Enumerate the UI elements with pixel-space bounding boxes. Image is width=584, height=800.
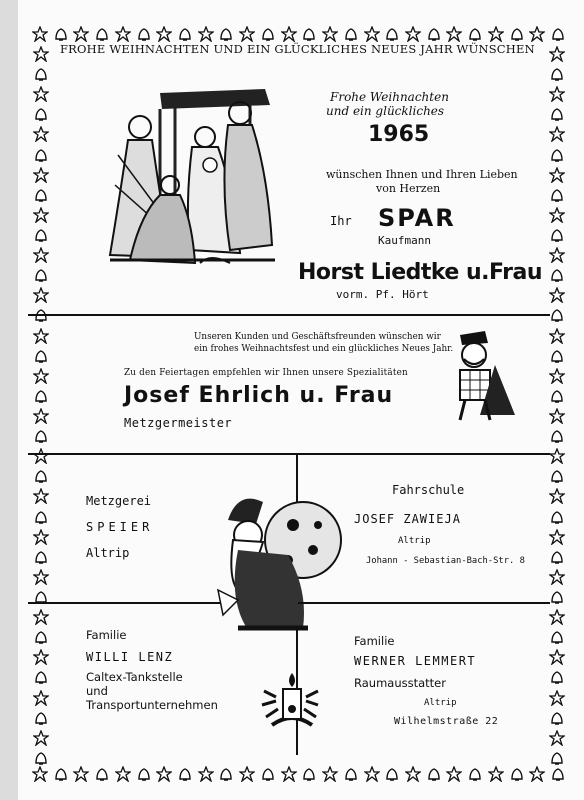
bell-icon <box>33 710 49 726</box>
bell-icon <box>301 766 317 782</box>
bell-icon <box>549 106 565 122</box>
spar-line-2: und ein glückliches <box>326 104 445 118</box>
lenz-line-1: Familie <box>86 628 127 642</box>
spar-line-1: Frohe Weihnachten <box>330 90 449 104</box>
bell-icon <box>549 629 565 645</box>
ehrlich-line-3: Zu den Feiertagen empfehlen wir Ihnen unsere Spezialitäten <box>124 368 408 378</box>
star-icon <box>33 569 49 585</box>
bell-icon <box>136 766 152 782</box>
bell-icon <box>550 26 566 42</box>
bell-icon <box>549 549 565 565</box>
lemmert-line-3: Raumausstatter <box>354 676 446 690</box>
candle-wreath-icon <box>258 665 326 735</box>
bell-icon <box>550 766 566 782</box>
bell-icon <box>33 66 49 82</box>
bell-icon <box>218 766 234 782</box>
bell-icon <box>33 267 49 283</box>
star-icon <box>33 328 49 344</box>
zawieja-line-2: JOSEF ZAWIEJA <box>354 512 461 526</box>
star-icon <box>549 328 565 344</box>
bell-icon <box>218 26 234 42</box>
lemmert-line-1: Familie <box>354 634 395 648</box>
bell-icon <box>177 26 193 42</box>
lemmert-line-4: Altrip <box>424 698 457 708</box>
star-icon <box>549 649 565 665</box>
bell-icon <box>549 750 565 766</box>
star-icon <box>33 488 49 504</box>
bell-icon <box>384 766 400 782</box>
bell-icon <box>33 187 49 203</box>
star-icon <box>549 448 565 464</box>
bell-icon <box>549 66 565 82</box>
bell-icon <box>33 629 49 645</box>
bell-icon <box>53 26 69 42</box>
star-icon <box>549 207 565 223</box>
bell-icon <box>509 26 525 42</box>
bell-icon <box>33 750 49 766</box>
speier-line-2: SPEIER <box>86 520 154 534</box>
star-icon <box>488 766 504 782</box>
star-icon <box>32 766 48 782</box>
bell-icon <box>33 669 49 685</box>
bell-icon <box>549 147 565 163</box>
bell-icon <box>301 26 317 42</box>
star-icon <box>115 766 131 782</box>
star-icon <box>405 26 421 42</box>
star-icon <box>198 26 214 42</box>
lenz-line-3: Caltex-Tankstelle <box>86 670 183 684</box>
divider-2 <box>28 453 550 455</box>
star-icon <box>33 408 49 424</box>
bell-icon <box>136 26 152 42</box>
star-icon <box>529 766 545 782</box>
star-icon <box>115 26 131 42</box>
star-icon <box>239 766 255 782</box>
star-icon <box>33 649 49 665</box>
zawieja-line-3: Altrip <box>398 536 431 546</box>
lenz-line-5: Transportunternehmen <box>86 698 218 712</box>
star-icon <box>33 690 49 706</box>
bell-icon <box>426 766 442 782</box>
star-icon <box>549 86 565 102</box>
divider-3-right <box>298 602 550 604</box>
star-icon <box>549 609 565 625</box>
speier-line-3: Altrip <box>86 546 130 560</box>
bell-icon <box>467 766 483 782</box>
star-icon <box>33 126 49 142</box>
bell-icon <box>33 106 49 122</box>
bell-icon <box>549 227 565 243</box>
star-icon <box>33 529 49 545</box>
star-icon <box>33 207 49 223</box>
star-icon <box>549 569 565 585</box>
bell-icon <box>384 26 400 42</box>
bell-icon <box>343 766 359 782</box>
bell-icon <box>343 26 359 42</box>
star-icon <box>32 26 48 42</box>
bell-icon <box>177 766 193 782</box>
bell-icon <box>509 766 525 782</box>
star-icon <box>446 26 462 42</box>
header-greeting: FROHE WEIHNACHTEN UND EIN GLÜCKLICHES NEUES JAHR WÜNSCHEN <box>60 42 535 56</box>
bell-icon <box>94 766 110 782</box>
bell-icon <box>549 267 565 283</box>
star-icon <box>322 26 338 42</box>
zawieja-line-4: Johann - Sebastian-Bach-Str. 8 <box>366 556 525 566</box>
star-icon <box>405 766 421 782</box>
bell-icon <box>549 509 565 525</box>
bell-icon <box>426 26 442 42</box>
star-icon <box>239 26 255 42</box>
lemmert-line-2: WERNER LEMMERT <box>354 654 477 668</box>
star-icon <box>73 26 89 42</box>
star-icon <box>549 488 565 504</box>
zawieja-line-1: Fahrschule <box>392 483 465 497</box>
star-icon <box>281 26 297 42</box>
butcher-with-tree-icon <box>440 325 520 425</box>
bell-icon <box>549 187 565 203</box>
star-icon <box>33 167 49 183</box>
ehrlich-trade: Metzgermeister <box>124 416 233 430</box>
bell-icon <box>549 669 565 685</box>
star-icon <box>549 126 565 142</box>
border-bottom <box>32 766 566 784</box>
bell-icon <box>33 388 49 404</box>
ehrlich-name: Josef Ehrlich u. Frau <box>124 383 394 408</box>
star-icon <box>156 26 172 42</box>
star-icon <box>488 26 504 42</box>
bell-icon <box>33 348 49 364</box>
star-icon <box>33 287 49 303</box>
star-icon <box>446 766 462 782</box>
bell-icon <box>33 549 49 565</box>
bell-icon <box>94 26 110 42</box>
star-icon <box>33 448 49 464</box>
bell-icon <box>549 348 565 364</box>
border-left <box>32 46 50 766</box>
star-icon <box>322 766 338 782</box>
bell-icon <box>549 307 565 323</box>
lenz-line-2: WILLI LENZ <box>86 650 174 664</box>
star-icon <box>33 46 49 62</box>
spar-line-4: von Herzen <box>376 182 441 195</box>
bell-icon <box>467 26 483 42</box>
bell-icon <box>549 388 565 404</box>
star-icon <box>549 368 565 384</box>
star-icon <box>33 86 49 102</box>
star-icon <box>549 46 565 62</box>
bell-icon <box>549 468 565 484</box>
star-icon <box>364 766 380 782</box>
spar-brand: SPAR <box>378 204 456 232</box>
nativity-scene-icon <box>100 85 280 270</box>
star-icon <box>33 609 49 625</box>
ehrlich-line-2: ein frohes Weihnachtsfest und ein glückliches Neues Jahr. <box>194 344 454 354</box>
bell-icon <box>260 766 276 782</box>
bell-icon <box>549 428 565 444</box>
bell-icon <box>549 710 565 726</box>
bell-icon <box>33 428 49 444</box>
spar-ihr: Ihr <box>330 214 352 228</box>
spar-vorm: vorm. Pf. Hört <box>336 288 429 301</box>
star-icon <box>549 529 565 545</box>
star-icon <box>33 368 49 384</box>
star-icon <box>364 26 380 42</box>
spar-year: 1965 <box>368 122 430 147</box>
star-icon <box>549 730 565 746</box>
spar-kaufmann: Kaufmann <box>378 234 431 247</box>
bell-icon <box>33 147 49 163</box>
star-icon <box>529 26 545 42</box>
border-right <box>548 46 566 766</box>
star-icon <box>281 766 297 782</box>
santa-claus-icon <box>208 480 348 640</box>
spar-owner: Horst Liedtke u.Frau <box>298 260 543 285</box>
star-icon <box>549 690 565 706</box>
divider-1 <box>28 314 550 316</box>
bell-icon <box>53 766 69 782</box>
star-icon <box>156 766 172 782</box>
ehrlich-line-1: Unseren Kunden und Geschäftsfreunden wünschen wir <box>194 332 441 342</box>
star-icon <box>549 167 565 183</box>
star-icon <box>549 247 565 263</box>
bell-icon <box>33 509 49 525</box>
divider-3-left <box>28 602 220 604</box>
lemmert-line-5: Wilhelmstraße 22 <box>394 716 499 727</box>
star-icon <box>33 730 49 746</box>
star-icon <box>549 287 565 303</box>
star-icon <box>73 766 89 782</box>
bell-icon <box>33 468 49 484</box>
speier-line-1: Metzgerei <box>86 494 152 508</box>
lenz-line-4: und <box>86 684 108 698</box>
star-icon <box>198 766 214 782</box>
bell-icon <box>33 227 49 243</box>
bell-icon <box>549 589 565 605</box>
bell-icon <box>260 26 276 42</box>
page-gutter <box>0 0 20 800</box>
star-icon <box>33 247 49 263</box>
star-icon <box>549 408 565 424</box>
spar-line-3: wünschen Ihnen und Ihren Lieben <box>326 168 518 181</box>
